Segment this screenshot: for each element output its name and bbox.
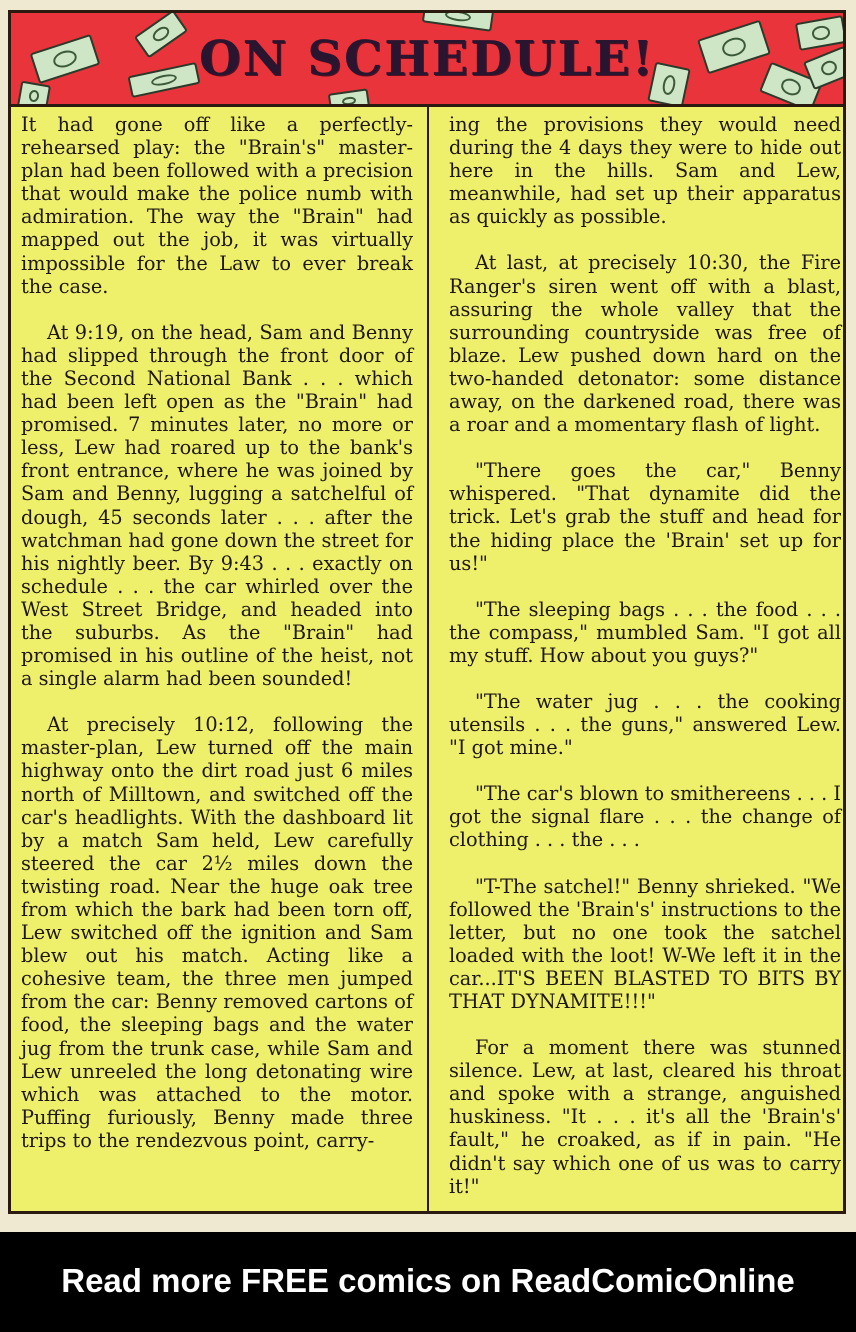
story-paragraph: "T-The satchel!" Benny shrieked. "We followed the 'Brain's' instructions to the letter, but no one took the satchel loaded with the loot! W-We left it in the car...IT'S BEEN BLASTED TO BITS BY THAT DYNAMITE!!!" [449, 874, 841, 1013]
column-divider [427, 107, 429, 1211]
promo-footer-banner[interactable] [0, 1232, 856, 1332]
money-bill-icon [422, 13, 494, 32]
story-columns [11, 107, 843, 1211]
text-story-panel [8, 10, 846, 1214]
story-paragraph: "There goes the car," Benny whispered. "That dynamite did the trick. Let's grab the stuff and head for the hiding place the 'Brain' set up for us!" [449, 459, 841, 575]
story-paragraph: "The water jug . . . the cooking utensils . . . the guns," answered Lew. "I got mine." [449, 689, 841, 760]
story-paragraph: It had gone off like a perfectly-rehearsed play: the "Brain's" master-plan had been followed with a precision that would make the police numb with admiration. The way the "Brain" had mapped out the job, it was virtually impossible for the Law to ever break the case. [21, 113, 413, 298]
story-title: ON SCHEDULE! [198, 31, 656, 87]
story-paragraph: At precisely 10:12, following the master-plan, Lew turned off the main highway onto the dirt road just 6 miles north of Milltown, and switched off the car's headlights. With the dashboard lit by a match Sam held, Lew carefully steered the car 2½ miles down the twisting road. Near the huge oak tree from which the bark had been torn off, Lew switched off the ignition and Sam blew out his match. Acting like a cohesive team, the three men jumped from the car: Benny removed cartons of food, the sleeping bags and the water jug from the trunk case, while Sam and Lew unreeled the long detonating wire which was attached to the motor. Puffing furiously, Benny made three trips to the rendezvous point, carry- [21, 713, 413, 1152]
promo-link-text[interactable]: Read more FREE comics on ReadComicOnline [61, 1262, 795, 1299]
title-banner [11, 13, 843, 107]
story-paragraph: "The car's blown to smithereens . . . I got the signal flare . . . the change of clothing . . . the . . . [449, 782, 841, 852]
story-paragraph: At 9:19, on the head, Sam and Benny had slipped through the front door of the Second National Bank . . . which had been left open as the "Brain" had promised. 7 minutes later, no more or less, Lew had roared up to the bank's front entrance, where he was joined by Sam and Benny, lugging a satchelful of dough, 45 seconds later . . . after the watchman had gone down the street for his nightly beer. By 9:43 . . . exactly on schedule . . . the car whirled over the West Street Bridge, and headed into the suburbs. As the "Brain" had promised in his outline of the heist, not a single alarm had been sounded! [21, 320, 413, 691]
money-bill-icon [328, 88, 370, 107]
right-text-column [449, 113, 841, 1214]
story-paragraph: ing the provisions they would need during the 4 days they were to hide out here in the hills. Sam and Lew, meanwhile, had set up their apparatus as quickly as possible. [449, 113, 841, 229]
story-paragraph: For a moment there was stunned silence. Lew, at last, cleared his throat and spoke with a strange, anguished huskiness. "It . . . it's all the 'Brain's' fault," he croaked, as if in pain. "He didn't say which one of us was to carry it!" [449, 1036, 841, 1198]
left-text-column [21, 113, 413, 1175]
story-paragraph: "The sleeping bags . . . the food . . . the compass," mumbled Sam. "I got all my stuff. How about you guys?" [449, 597, 841, 667]
story-paragraph: At last, at precisely 10:30, the Fire Ranger's siren went off with a blast, assuring the whole valley that the surrounding countryside was free of blaze. Lew pushed down hard on the two-handed detonator: some distance away, on the darkened road, there was a roar and a momentary flash of light. [449, 251, 841, 437]
